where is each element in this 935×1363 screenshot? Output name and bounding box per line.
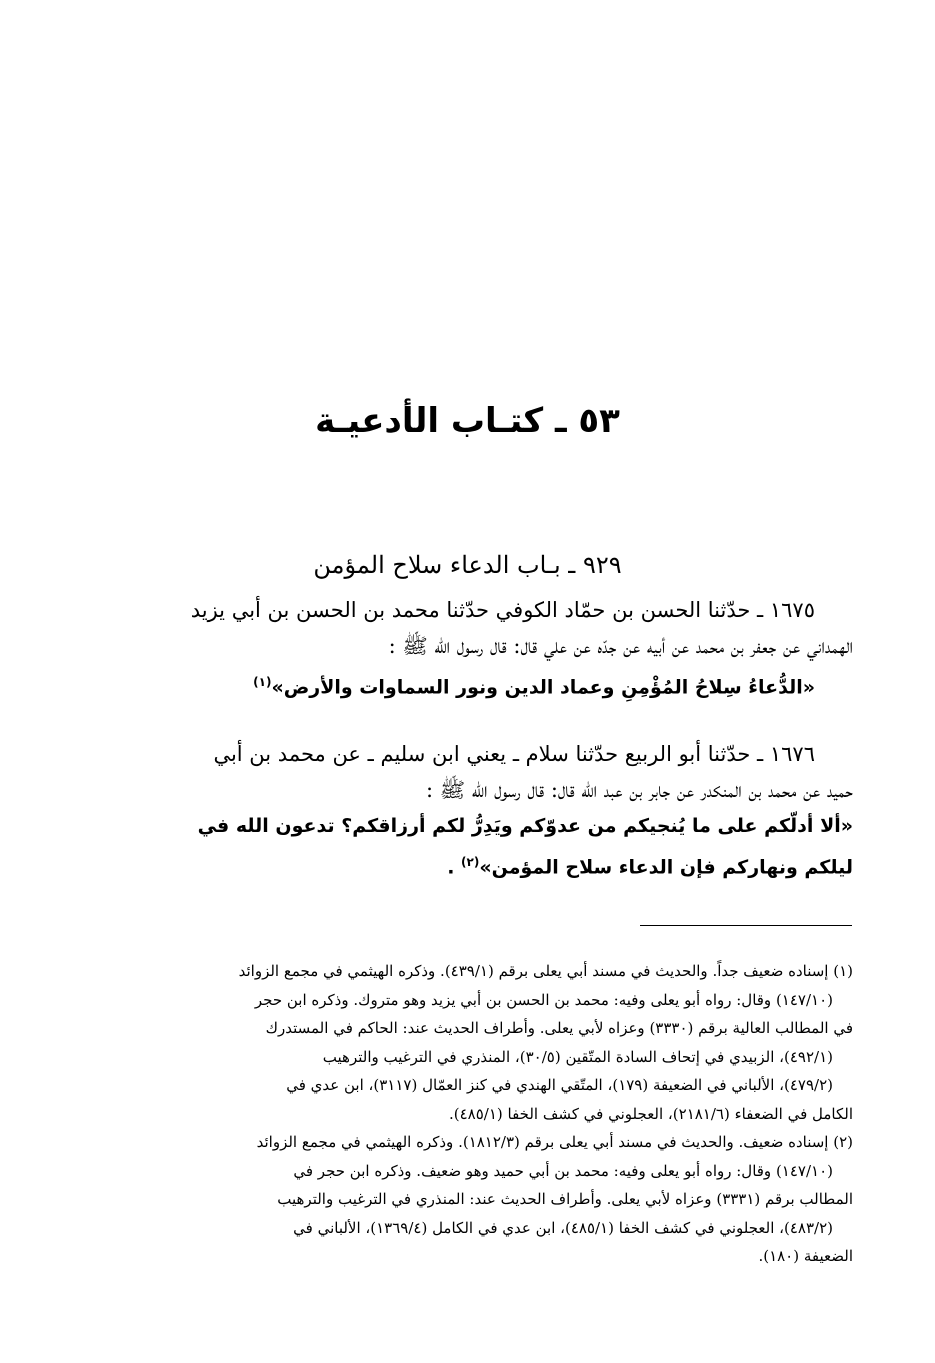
footnote-2-line: (٢) إسناده ضعيف. والحديث في مسند أبي يعلى برقم (١٨١٢/٣). وذكره الهيثمي في مجمع الزوائد (256, 1133, 853, 1151)
footnote-2 (115, 1128, 853, 1271)
footnote-1-line: (٤٩٢/١)، الزبيدي في إتحاف السادة المتّقين (٣٠/٥)، المنذري في الترغيب والترهيب (322, 1047, 833, 1066)
hadith-1675-isnad-line-2: الهمداني عن جعفر بن محمد عن أبيه عن جدّه عن علي قال: قال رسول الله ﷺ : (388, 634, 853, 658)
hadith-1675 (118, 592, 853, 705)
hadith-1676-end: . (447, 856, 462, 879)
footnote-divider (640, 925, 852, 926)
hadith-1675-isnad-line-1: ١٦٧٥ ـ حدّثنا الحسن بن حمّاد الكوفي حدّثنا محمد بن الحسن بن أبي يزيد (190, 598, 815, 622)
footnote-1-line: الكامل في الضعفاء (٢١٨١/٦)، العجلوني في كشف الخفا (٤٨٥/١). (448, 1104, 853, 1123)
footnote-ref-1: (١) (253, 675, 272, 689)
footnote-2-line: المطالب برقم (٣٣٣١) وعزاه لأبي يعلى. وأطراف الحديث عند: المنذري في الترغيب والترهيب (277, 1190, 853, 1208)
hadith-1676-matn-line-1: «ألا أدلّكم على ما يُنجيكم من عدوّكم ويَدِرُّ لكم أرزاقكم؟ تدعون الله في (197, 815, 853, 837)
footnotes (115, 957, 853, 1271)
hadith-1676-isnad-line-2: حميد عن محمد بن المنكدر عن جابر بن عبد الله قال: قال رسول الله ﷺ : (426, 778, 853, 802)
footnote-2-line: الضعيفة (١٨٠). (758, 1247, 853, 1265)
chapter-title: ٥٣ ـ كتـاب الأدعيـة (315, 401, 620, 441)
section-title: ٩٢٩ ـ بـاب الدعاء سلاح المؤمن (313, 551, 622, 579)
footnote-2-line: (١٤٧/١٠) وقال: رواه أبو يعلى وفيه: محمد بن أبي حميد وهو ضعيف. وذكره ابن حجر في (293, 1161, 833, 1180)
footnote-1-line: (١٤٧/١٠) وقال: رواه أبو يعلى وفيه: محمد بن الحسن بن أبي يزيد وهو متروك. وذكره ابن حجر (254, 990, 833, 1009)
footnote-2-line: (٤٨٣/٢)، العجلوني في كشف الخفا (٤٨٥/١)، ابن عدي في الكامل (١٣٦٩/٤)، الألباني في (293, 1218, 833, 1237)
hadith-1676-isnad-line-1: ١٦٧٦ ـ حدّثنا أبو الربيع حدّثنا سلام ـ يعني ابن سليم ـ عن محمد بن أبي (213, 742, 815, 766)
footnote-ref-2: (٢) (461, 855, 480, 869)
footnote-1-line: في المطالب العالية برقم (٣٣٣٠) وعزاه لأبي يعلى. وأطراف الحديث عند: الحاكم في المستدرك (265, 1019, 853, 1037)
hadith-1676-matn-line-2 (118, 844, 853, 885)
hadith-1676-matn-text: ليلكم ونهاركم فإن الدعاء سلاح المؤمن» (479, 856, 853, 879)
footnote-1-line: (٤٧٩/٢)، الألباني في الضعيفة (١٧٩)، المتّقي الهندي في كنز العمّال (٣١١٧)، ابن عدي في (286, 1076, 833, 1094)
footnote-1-line: (١) إسناده ضعيف جداً. والحديث في مسند أبي يعلى برقم (٤٣٩/١). وذكره الهيثمي في مجمع الزوائد (238, 962, 853, 980)
hadith-1676 (118, 736, 853, 885)
hadith-1675-matn (118, 664, 853, 705)
footnote-1 (115, 957, 853, 1128)
hadith-1675-matn-text: «الدُّعاءُ سِلاحُ المُؤْمِنِ وعماد الدين ونور السماوات والأرض» (271, 676, 815, 699)
